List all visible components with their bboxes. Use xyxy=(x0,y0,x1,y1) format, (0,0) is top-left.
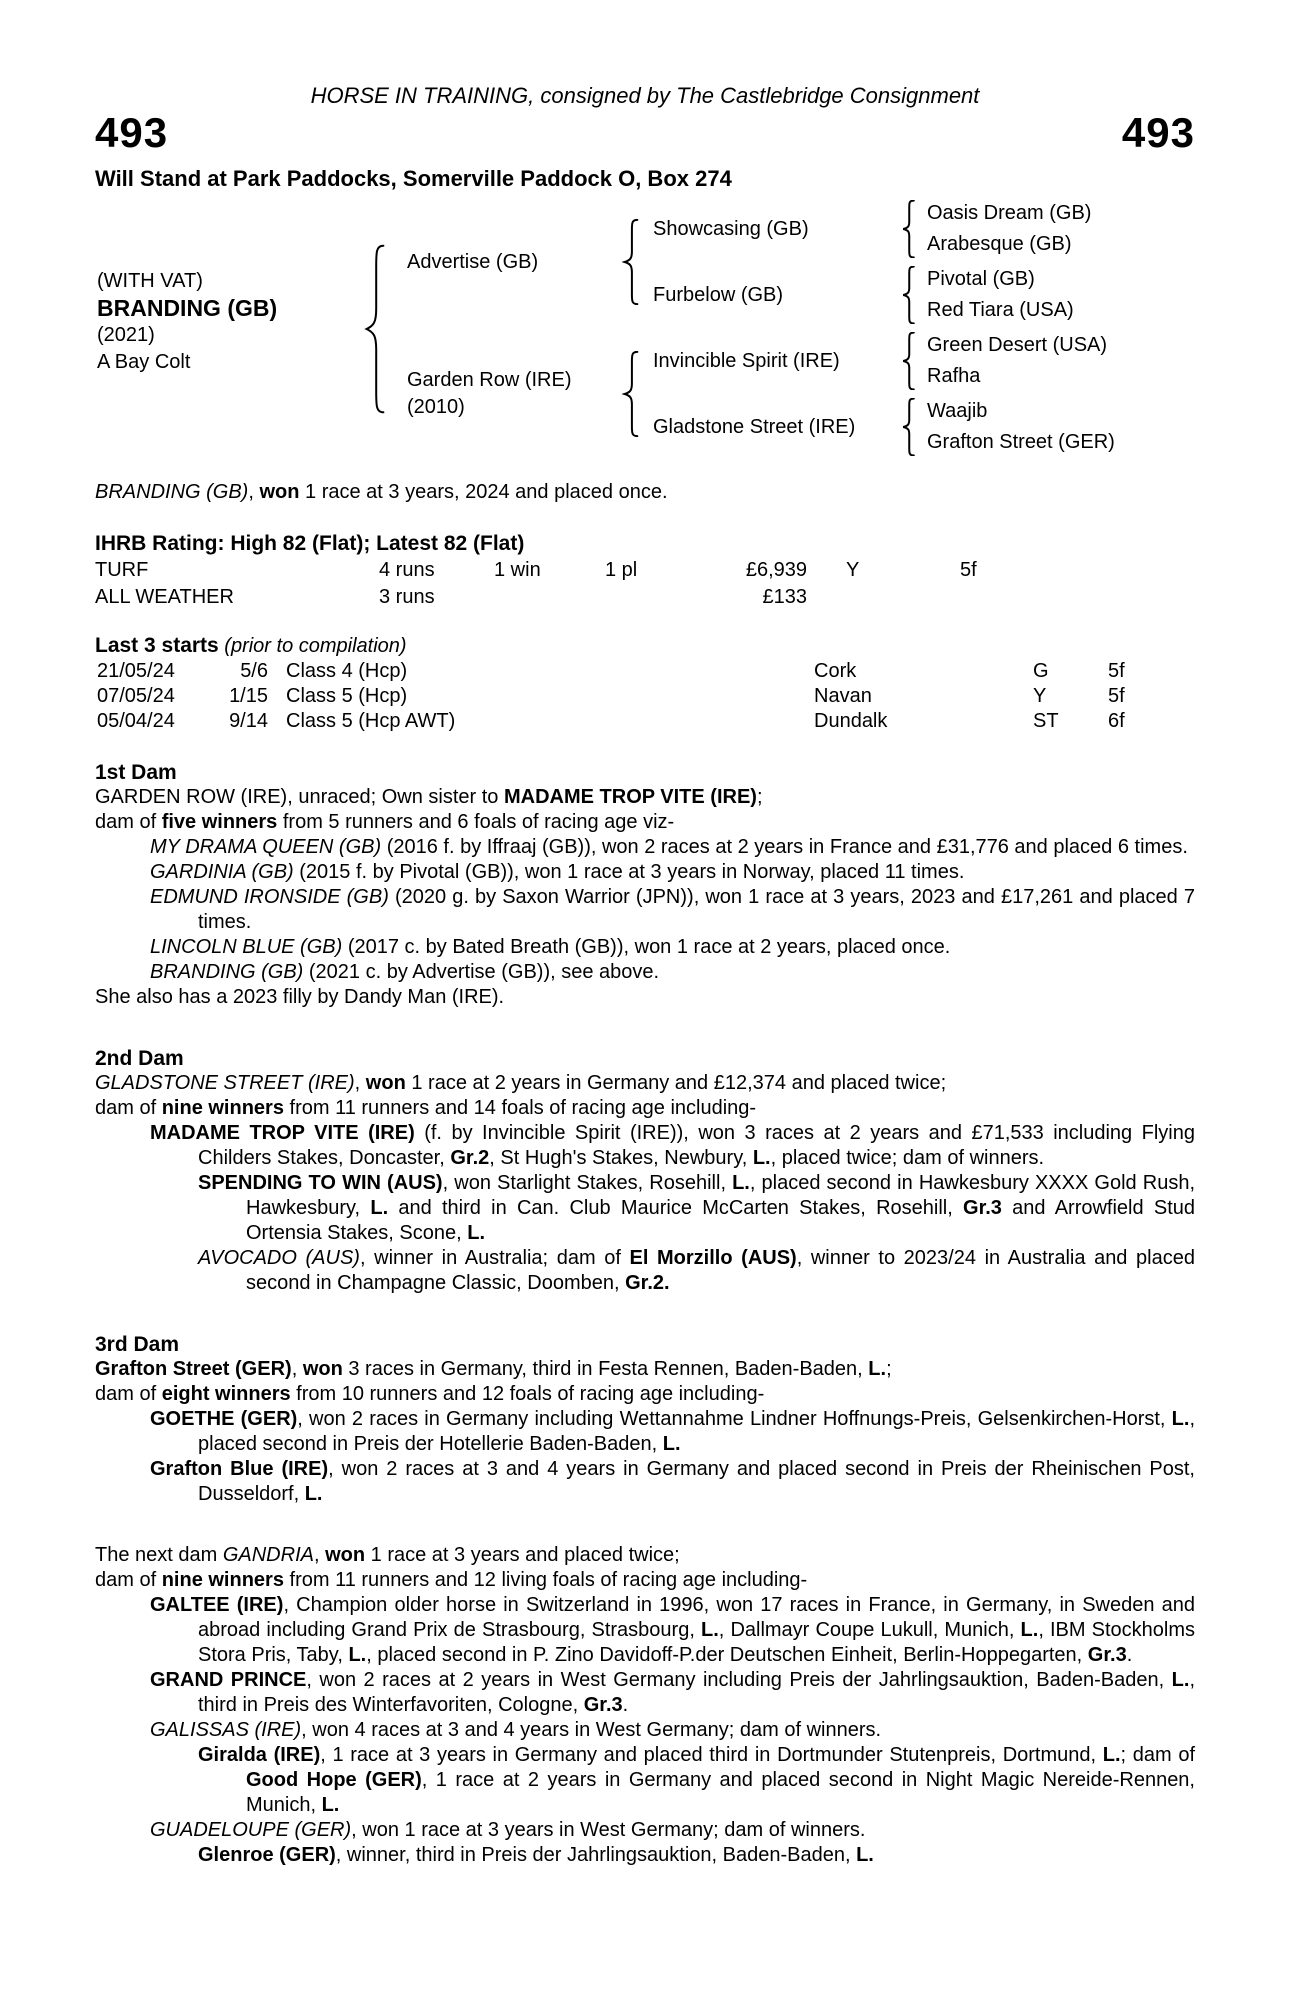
text-run: . xyxy=(1126,1644,1133,1666)
start-going: ST xyxy=(1033,710,1059,732)
text-run: , placed second in Hawkesbury XXXX Gold Rush, Hawkesbury, xyxy=(246,1172,1195,1219)
text-run: dam of xyxy=(95,1569,162,1591)
dam-block xyxy=(407,367,572,421)
text-run: Good Hope (GER) xyxy=(246,1769,422,1791)
text-run: , xyxy=(354,1072,366,1094)
text-run: from 5 runners and 6 foals of racing age viz- xyxy=(277,811,675,833)
text-run: (2015 f. by Pivotal (GB)), won 1 race at 3 years in Norway, placed 11 times. xyxy=(293,861,965,883)
catalogue-paragraph xyxy=(95,835,1195,860)
record-earnings: £6,939 xyxy=(745,559,807,581)
text-run: dam of xyxy=(95,1097,162,1119)
catalogue-paragraph xyxy=(95,1357,1195,1382)
start-race: Class 5 (Hcp) xyxy=(286,685,408,707)
catalogue-paragraph xyxy=(95,1568,1195,1593)
gen2-dam-sire: Invincible Spirit (IRE) xyxy=(653,350,840,372)
subject-foaling-year: (2021) xyxy=(97,324,155,346)
dam-section xyxy=(95,1332,1195,1507)
text-run: Glenroe (GER) xyxy=(198,1844,336,1866)
start-row xyxy=(95,709,1195,734)
text-run: L. xyxy=(1171,1669,1190,1691)
pedigree-brace-sire-parents xyxy=(622,219,640,305)
last-starts-heading xyxy=(95,633,1195,659)
text-run: L. xyxy=(348,1644,367,1666)
text-run: from 11 runners and 14 foals of racing age including- xyxy=(283,1097,757,1119)
text-run: , 1 race at 2 years in Germany and placed second in Night Magic Nereide-Rennen, Munich, xyxy=(246,1769,1195,1816)
start-row xyxy=(95,659,1195,684)
record-places: 1 pl xyxy=(605,559,638,581)
catalogue-paragraph xyxy=(95,885,1195,935)
text-run: won xyxy=(325,1544,366,1566)
subject-colour-sex: A Bay Colt xyxy=(97,351,191,373)
text-run: (f. by Invincible Spirit (IRE)), won 3 races at 2 years and £71,533 including Flying Childers Stakes, Doncaster, xyxy=(198,1122,1195,1169)
text-run: GALISSAS (IRE) xyxy=(150,1719,302,1741)
text-run: GARDINIA (GB) xyxy=(150,861,294,883)
gen3-name: Waajib xyxy=(927,400,988,422)
pedigree-brace-gen3-2 xyxy=(901,266,916,324)
gen3-pair-3 xyxy=(927,330,1107,392)
text-run: , xyxy=(291,1358,303,1380)
text-run: L. xyxy=(856,1844,874,1866)
catalogue-paragraph xyxy=(95,860,1195,885)
catalogue-paragraph xyxy=(95,1818,1195,1843)
gen3-name: Green Desert (USA) xyxy=(927,334,1108,356)
record-row xyxy=(95,584,1195,611)
start-date: 21/05/24 xyxy=(97,660,175,682)
text-run: MADAME TROP VITE (IRE) xyxy=(503,786,757,808)
gen3-name: Pivotal (GB) xyxy=(927,268,1035,290)
text-run: Gr.2 xyxy=(450,1147,490,1169)
text-run: , 1 race at 3 years in Germany and placed third in Dortmunder Stutenpreis, Dortmund, xyxy=(320,1744,1103,1766)
gen3-pair-2 xyxy=(927,264,1074,326)
pedigree-table xyxy=(95,194,1195,466)
text-run: GOETHE (GER) xyxy=(150,1408,298,1430)
text-run: MY DRAMA QUEEN (GB) xyxy=(150,836,382,858)
last-starts-block xyxy=(95,633,1195,734)
text-run: , winner in Australia; dam of xyxy=(359,1247,630,1269)
text-run: L. xyxy=(321,1794,340,1816)
text-run: , winner to 2023/24 in Australia and placed second in Champagne Classic, Doomben, xyxy=(246,1247,1195,1294)
race-record-table xyxy=(95,557,1195,611)
text-run: Gr.3 xyxy=(1087,1644,1127,1666)
text-run: , won Starlight Stakes, Rosehill, xyxy=(442,1172,733,1194)
lot-number-left: 493 xyxy=(95,109,169,156)
start-distance: 6f xyxy=(1108,710,1125,732)
text-run: GARDEN ROW (IRE), unraced; Own sister to xyxy=(95,786,504,808)
gen3-pair-4 xyxy=(927,396,1115,458)
text-run: , third in Preis des Winterfavoriten, Cologne, xyxy=(198,1669,1195,1716)
catalogue-paragraph xyxy=(95,935,1195,960)
text-run: EDMUND IRONSIDE (GB) xyxy=(150,886,389,908)
start-row xyxy=(95,684,1195,709)
gen3-pair-1 xyxy=(927,198,1091,260)
text-run: Gr.2. xyxy=(625,1272,670,1294)
text-run: ; xyxy=(886,1358,892,1380)
lot-number-right: 493 xyxy=(1121,109,1195,156)
pedigree-brace-gen3-1 xyxy=(901,200,916,258)
dam-name: Garden Row (IRE) xyxy=(407,369,572,391)
text-run: GALTEE (IRE) xyxy=(150,1594,284,1616)
catalogue-paragraph xyxy=(95,985,1195,1010)
text-run: nine winners xyxy=(161,1569,284,1591)
rating-line: IHRB Rating: High 82 (Flat); Latest 82 (Flat) xyxy=(95,532,525,555)
catalogue-paragraph xyxy=(95,1246,1195,1296)
text-run: 1 race at 3 years and placed twice; xyxy=(365,1544,680,1566)
text-run: . xyxy=(622,1694,629,1716)
text-run: , won 2 races at 2 years in West Germany including Preis der Jahrlingsauktion, Baden-Baden, xyxy=(306,1669,1172,1691)
gen3-name: Red Tiara (USA) xyxy=(927,299,1074,321)
text-run: BRANDING (GB) xyxy=(95,481,249,503)
text-run: dam of xyxy=(95,811,162,833)
text-run: GANDRIA xyxy=(222,1544,314,1566)
gen3-name: Grafton Street (GER) xyxy=(927,431,1115,453)
text-run: GRAND PRINCE xyxy=(150,1669,307,1691)
text-run: , won 2 races at 3 and 4 years in Germany and placed second in Preis der Rheinischen Post, Dusseldorf, xyxy=(198,1458,1195,1505)
text-run: from 11 runners and 12 living foals of racing age including- xyxy=(283,1569,808,1591)
gen3-name: Arabesque (GB) xyxy=(927,233,1072,255)
text-run: Gr.3 xyxy=(963,1197,1002,1219)
start-going: Y xyxy=(1033,685,1047,707)
pedigree-brace-gen3-3 xyxy=(901,332,916,390)
start-position: 1/15 xyxy=(229,685,268,707)
catalogue-paragraph xyxy=(95,960,1195,985)
text-run: and Arrowfield Stud Ortensia Stakes, Scone, xyxy=(246,1197,1195,1244)
text-run: , placed second in Preis der Hotellerie Baden-Baden, xyxy=(198,1408,1195,1455)
gen2-dam-dam: Gladstone Street (IRE) xyxy=(653,416,856,438)
stand-location-line: Will Stand at Park Paddocks, Somerville Paddock O, Box 274 xyxy=(95,166,732,191)
text-run: SPENDING TO WIN (AUS) xyxy=(198,1172,443,1194)
text-run: L. xyxy=(1102,1744,1121,1766)
catalogue-paragraph xyxy=(95,1718,1195,1743)
catalogue-paragraph xyxy=(95,1743,1195,1818)
section-heading: 2nd Dam xyxy=(95,1047,184,1070)
record-earnings: £133 xyxy=(762,586,807,608)
text-run: , xyxy=(248,481,260,503)
text-run: won xyxy=(259,481,300,503)
catalogue-paragraph xyxy=(95,1407,1195,1457)
text-run: GUADELOUPE (GER) xyxy=(150,1819,352,1841)
text-run: (2020 g. by Saxon Warrior (JPN)), won 1 race at 3 years, 2023 and £17,261 and placed 7 times. xyxy=(198,886,1195,933)
start-distance: 5f xyxy=(1108,685,1125,707)
record-wins: 1 win xyxy=(494,559,541,581)
catalogue-paragraph xyxy=(95,810,1195,835)
text-run: Grafton Street (GER) xyxy=(95,1358,292,1380)
record-runs: 4 runs xyxy=(379,559,435,581)
record-distance: 5f xyxy=(960,559,977,581)
sire-name: Advertise (GB) xyxy=(407,251,539,273)
start-venue: Cork xyxy=(814,660,857,682)
catalogue-paragraph xyxy=(95,1071,1195,1096)
text-run: 3 races in Germany, third in Festa Rennen, Baden-Baden, xyxy=(342,1358,869,1380)
text-run: AVOCADO (AUS) xyxy=(198,1247,360,1269)
start-going: G xyxy=(1033,660,1049,682)
page-content xyxy=(95,0,1195,1868)
record-going: Y xyxy=(846,559,860,581)
subject-horse-block xyxy=(97,268,277,376)
last-starts-note: (prior to compilation) xyxy=(224,635,407,657)
text-run: , xyxy=(313,1544,326,1566)
text-run: L. xyxy=(752,1147,771,1169)
dam-sections xyxy=(95,760,1195,1868)
start-date: 05/04/24 xyxy=(97,710,175,732)
text-run: (2016 f. by Iffraaj (GB)), won 2 races at 2 years in France and £31,776 and placed 6 times. xyxy=(381,836,1188,858)
text-run: , Champion older horse in Switzerland in 1996, won 17 races in France, in Germany, in Sweden and abroad including Grand Prix de Strasbourg, Strasbourg, xyxy=(198,1594,1195,1641)
gen3-name: Rafha xyxy=(927,365,981,387)
pedigree-brace-dam-parents xyxy=(622,351,640,437)
start-race: Class 4 (Hcp) xyxy=(286,660,408,682)
catalogue-paragraph xyxy=(95,1668,1195,1718)
start-race: Class 5 (Hcp AWT) xyxy=(286,710,456,732)
text-run: L. xyxy=(1171,1408,1190,1430)
text-run: L. xyxy=(868,1358,887,1380)
text-run: L. xyxy=(370,1197,389,1219)
start-position: 9/14 xyxy=(229,710,268,732)
text-run: 1 race at 3 years, 2024 and placed once. xyxy=(299,481,668,503)
text-run: El Morzillo (AUS) xyxy=(629,1247,797,1269)
race-summary-line xyxy=(95,480,1195,505)
start-position: 5/6 xyxy=(240,660,268,682)
subject-horse-name: BRANDING (GB) xyxy=(97,295,278,321)
catalogue-paragraph xyxy=(95,1543,1195,1568)
text-run: , Dallmayr Coupe Lukull, Munich, xyxy=(718,1619,1021,1641)
pedigree-brace-gen1 xyxy=(363,244,387,414)
section-heading: 1st Dam xyxy=(95,761,177,784)
gen3-name: Oasis Dream (GB) xyxy=(927,202,1092,224)
record-surface: ALL WEATHER xyxy=(95,586,234,608)
text-run: dam of xyxy=(95,1383,162,1405)
text-run: ; dam of xyxy=(1120,1744,1195,1766)
consignment-line: HORSE IN TRAINING, consigned by The Castlebridge Consignment xyxy=(310,83,980,108)
catalogue-paragraph xyxy=(95,1171,1195,1246)
text-run: , IBM Stockholms Stora Pris, Taby, xyxy=(198,1619,1195,1666)
gen2-sire-sire: Showcasing (GB) xyxy=(653,218,809,240)
text-run: , won 4 races at 3 and 4 years in West Germany; dam of winners. xyxy=(301,1719,882,1741)
text-run: eight winners xyxy=(161,1383,291,1405)
catalogue-paragraph xyxy=(95,1096,1195,1121)
catalogue-paragraph xyxy=(95,1457,1195,1507)
record-row xyxy=(95,557,1195,584)
text-run: , St Hugh's Stakes, Newbury, xyxy=(489,1147,753,1169)
text-run: L. xyxy=(732,1172,750,1194)
text-run: (2021 c. by Advertise (GB)), see above. xyxy=(303,961,660,983)
dam-section xyxy=(95,1046,1195,1296)
text-run: 1 race at 2 years in Germany and £12,374 and placed twice; xyxy=(405,1072,947,1094)
lot-number-row xyxy=(95,110,1195,160)
record-runs: 3 runs xyxy=(379,586,435,608)
text-run: , won 2 races in Germany including Wettannahme Lindner Hoffnungs-Preis, Gelsenkirchen-Horst, xyxy=(297,1408,1172,1430)
start-venue: Navan xyxy=(814,685,872,707)
catalogue-paragraph xyxy=(95,1121,1195,1171)
text-run: BRANDING (GB) xyxy=(150,961,304,983)
record-surface: TURF xyxy=(95,559,149,581)
dam-year: (2010) xyxy=(407,396,465,418)
text-run: won xyxy=(365,1072,406,1094)
start-distance: 5f xyxy=(1108,660,1125,682)
vat-note: (WITH VAT) xyxy=(97,270,203,292)
pedigree-brace-gen3-4 xyxy=(901,398,916,456)
catalogue-paragraph xyxy=(95,1593,1195,1668)
text-run: MADAME TROP VITE (IRE) xyxy=(150,1122,415,1144)
text-run: , won 1 race at 3 years in West Germany; dam of winners. xyxy=(351,1819,866,1841)
text-run: The next dam xyxy=(95,1544,223,1566)
text-run: Grafton Blue (IRE) xyxy=(150,1458,329,1480)
text-run: L. xyxy=(304,1483,323,1505)
text-run: nine winners xyxy=(161,1097,284,1119)
text-run: ; xyxy=(756,786,763,808)
text-run: She also has a 2023 filly by Dandy Man (IRE). xyxy=(95,986,505,1008)
text-run: L. xyxy=(701,1619,719,1641)
text-run: won xyxy=(302,1358,343,1380)
text-run: GLADSTONE STREET (IRE) xyxy=(95,1072,355,1094)
last-starts-table xyxy=(95,659,1195,734)
start-venue: Dundalk xyxy=(814,710,888,732)
start-date: 07/05/24 xyxy=(97,685,175,707)
catalogue-paragraph xyxy=(95,1382,1195,1407)
text-run: Giralda (IRE) xyxy=(198,1744,321,1766)
catalogue-paragraph xyxy=(95,1843,1195,1868)
text-run: from 10 runners and 12 foals of racing age including- xyxy=(290,1383,765,1405)
section-heading: 3rd Dam xyxy=(95,1333,180,1356)
text-run: Gr.3 xyxy=(583,1694,623,1716)
text-run: LINCOLN BLUE (GB) xyxy=(150,936,343,958)
text-run: five winners xyxy=(161,811,278,833)
text-run: L. xyxy=(1020,1619,1039,1641)
dam-section xyxy=(95,760,1195,1010)
text-run: L. xyxy=(467,1222,486,1244)
text-run: and third in Can. Club Maurice McCarten Stakes, Rosehill, xyxy=(388,1197,964,1219)
text-run: L. xyxy=(662,1433,681,1455)
text-run: , placed twice; dam of winners. xyxy=(770,1147,1045,1169)
catalogue-paragraph xyxy=(95,785,1195,810)
text-run: (2017 c. by Bated Breath (GB)), won 1 race at 2 years, placed once. xyxy=(342,936,951,958)
last-starts-title: Last 3 starts xyxy=(95,634,219,657)
gen2-sire-dam: Furbelow (GB) xyxy=(653,284,784,306)
text-run: , placed second in P. Zino Davidoff-P.der Deutschen Einheit, Berlin-Hoppegarten, xyxy=(366,1644,1088,1666)
text-run: , winner, third in Preis der Jahrlingsauktion, Baden-Baden, xyxy=(335,1844,857,1866)
dam-section xyxy=(95,1543,1195,1868)
